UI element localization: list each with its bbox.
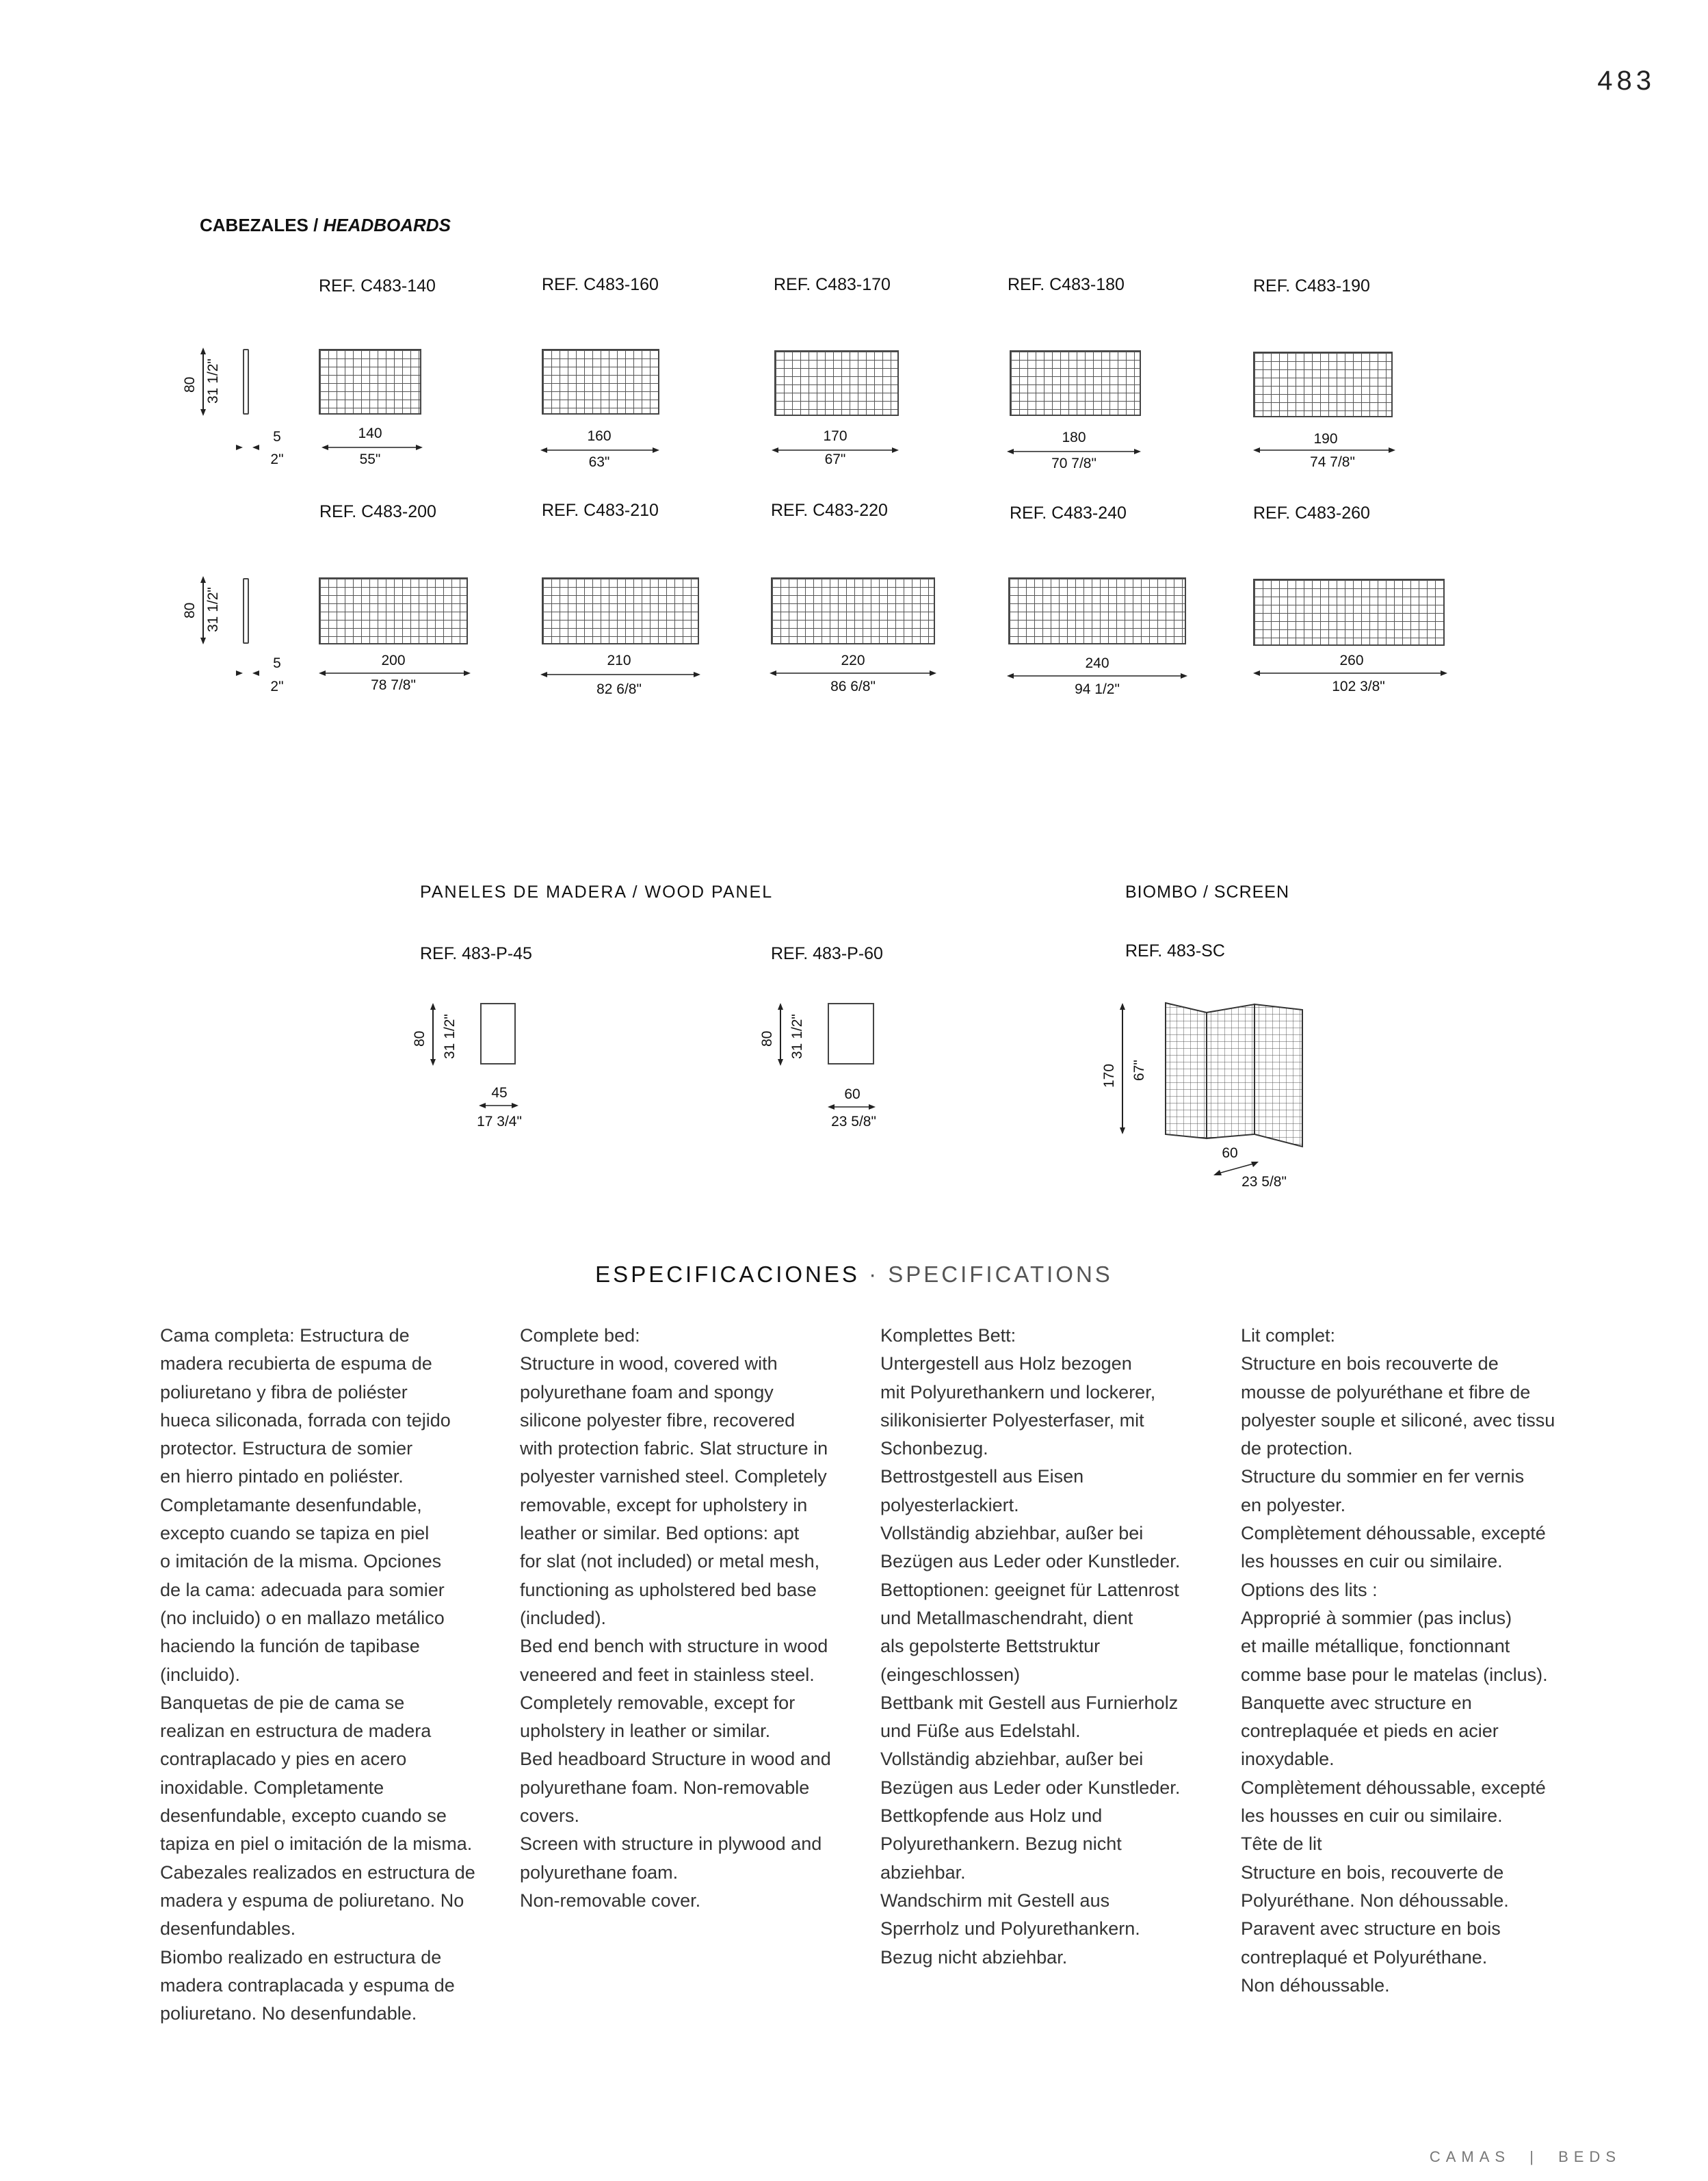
headboard-ref: REF. C483-220 [771,501,888,520]
headboard-width-cm: 240 [1085,655,1109,671]
specifications-title-sep: · [859,1262,889,1287]
headboard-width-cm: 160 [587,428,612,444]
headboard-width-in: 70 7/8" [1051,456,1096,471]
headboard-width-cm: 260 [1339,653,1364,668]
wood-panel-height: 80 [412,1030,428,1047]
headboard-width-arrow [321,443,424,452]
headboard-ref: REF. C483-210 [542,501,659,520]
headboard-grid-drawing [542,349,659,415]
headboard-grid-drawing [319,577,468,644]
headboard-width-in: 74 7/8" [1310,454,1355,470]
specifications-title-en: SPECIFICATIONS [888,1262,1113,1287]
footer-section-label [1368,2148,1621,2166]
spec-column-french: Lit complet: Structure en bois recouverte de mousse de polyuréthane et fibre de polyester souple et siliconé, avec tissu de protection. Structure du sommier en fer vernis en polyester. Complètement déhoussable, excepté les housses en cuir ou similaire. Options des lits : Approprié à sommier (pas inclus) et maille métallique, fonctionnant comme base pour le matelas (inclus). Banquette avec structure en contreplaquée et pieds en acier inoxydable. Complètement déhoussable, excepté les housses en cuir ou similaire. Tête de lit Structure en bois, recouverte de Polyuréthane. Non déhoussable. Paravent avec structure en bois contreplaqué et Polyuréthane. Non déhoussable. [1241,1325,1555,1996]
screen-height-in: 67" [1131,1060,1147,1081]
headboard-width-cm: 210 [607,653,631,668]
headboard-width-in: 67" [824,452,846,467]
row2-depth: 5 [273,655,281,671]
headboard-width-in: 86 6/8" [830,679,876,694]
headboard-width-arrow [1253,669,1449,677]
headboard-grid-drawing [771,577,935,644]
headboard-ref: REF. C483-260 [1253,504,1370,523]
row2-side-height: 80 [182,602,198,618]
row1-depth-in: 2" [270,452,284,467]
headboard-width-in: 94 1/2" [1075,681,1120,697]
headboard-width-arrow [540,670,702,679]
headboard-width-arrow [770,669,938,677]
headboard-width-in: 63" [588,454,610,470]
screen-width-in: 23 5/8" [1241,1174,1287,1190]
screen-height-arrow [1119,1003,1126,1134]
headboard-width-in: 55" [359,452,381,467]
headboards-title-es: CABEZALES [200,215,308,235]
row2-depth-arrows [231,669,265,677]
row2-side-height-in: 31 1/2" [205,587,221,632]
row2-side-height-arrow [200,576,207,644]
screen-title: BIOMBO / SCREEN [1125,883,1290,902]
headboard-grid-drawing [1253,352,1393,417]
headboard-ref: REF. C483-140 [319,276,436,296]
headboard-width-in: 102 3/8" [1332,679,1385,694]
spec-column-spanish: Cama completa: Estructura de madera recubierta de espuma de poliuretano y fibra de poliéster hueca siliconada, forrada con tejido protector. Estructura de somier en hierro pintado en poliéster. Completamante desenfundable, excepto cuando se tapiza en piel o imitación de la misma. Opciones de la cama: adecuada para somier (no incluido) o en mallazo metálico haciendo la función de tapibase (incluido). Banquetas de pie de cama se realizan en estructura de madera contraplacado y pies en acero inoxidable. Completamente desenfundable, excepto cuando se tapiza en piel o imitación de la misma. Cabezales realizados en estructura de madera y espuma de poliuretano. No desenfundables. Biombo realizado en estructura de madera contraplacada y espuma de poliuretano. No desenfundable. [160,1325,475,2024]
headboard-grid-drawing [1253,579,1445,646]
headboard-width-arrow [319,669,472,677]
headboard-ref: REF. C483-180 [1008,275,1125,294]
wood-panel-height-arrow [777,1003,784,1066]
screen-height: 170 [1101,1063,1117,1088]
wood-panel-width-arrow [828,1103,877,1111]
screen-width: 60 [1222,1145,1238,1161]
headboard-width-cm: 180 [1062,430,1086,445]
page-number: 483 [1597,66,1655,96]
wood-panel-drawing [828,1003,874,1065]
row1-side-height: 80 [182,376,198,393]
headboard-grid-drawing [1008,577,1186,644]
footer-right: BEDS [1558,2148,1621,2165]
headboard-grid-drawing [774,350,899,416]
headboard-ref: REF. C483-170 [774,275,891,294]
headboard-grid-drawing [1010,350,1141,416]
footer-left: CAMAS [1429,2148,1511,2165]
wood-panel-width: 60 [844,1086,860,1102]
wood-panel-title: PANELES DE MADERA / WOOD PANEL [420,883,774,902]
screen-drawing [1163,1000,1306,1151]
wood-panel-height-in: 31 1/2" [442,1014,458,1059]
wood-panel-height-arrow [430,1003,436,1066]
specifications-title [0,1262,1708,1288]
wood-panel-ref: REF. 483-P-60 [771,944,883,963]
headboards-title [200,215,451,236]
row2-depth-in: 2" [270,679,284,694]
screen-ref: REF. 483-SC [1125,941,1225,961]
headboard-grid-drawing [319,349,421,415]
spec-column-english: Complete bed: Structure in wood, covered with polyurethane foam and spongy silicone polyester fibre, recovered with protection fabric. Slat structure in polyester varnished steel. Completely removable, except for upholstery in leather or similar. Bed options: apt for slat (not included) or metal mesh, functioning as upholstered bed base (included). Bed end bench with structure in wood veneered and feet in stainless steel. Completely removable, except for upholstery in leather or similar. Bed headboard Structure in wood and polyurethane foam. Non-removable covers. Screen with structure in plywood and polyurethane foam. Non-removable cover. [520,1325,831,1911]
wood-panel-drawing [480,1003,516,1065]
headboard-width-arrow [1007,447,1142,456]
spec-column-german: Komplettes Bett: Untergestell aus Holz bezogen mit Polyurethankern und lockerer, silikonisierter Polyesterfaser, mit Schonbezug. Bettrostgestell aus Eisen polyesterlackiert. Vollständig abziehbar, außer bei Bezügen aus Leder oder Kunstleder. Bettoptionen: geeignet für Lattenrost und Metallmaschendraht, dient als gepolsterte Bettstruktur (eingeschlossen) Bettbank mit Gestell aus Furnierholz und Füße aus Edelstahl. Vollständig abziehbar, außer bei Bezügen aus Leder oder Kunstleder. Bettkopfende aus Holz und Polyurethankern. Bezug nicht abziehbar. Wandschirm mit Gestell aus Sperrholz und Polyurethankern. Bezug nicht abziehbar. [880,1325,1181,1968]
row1-side-height-in: 31 1/2" [205,358,221,404]
row1-depth-arrows [231,443,265,452]
wood-panel-width-arrow [479,1101,520,1110]
headboard-width-arrow [540,446,661,454]
headboard-ref: REF. C483-200 [319,502,436,521]
row1-side-height-arrow [200,348,207,416]
headboard-ref: REF. C483-160 [542,275,659,294]
wood-panel-height: 80 [759,1030,775,1047]
headboard-width-arrow [1253,446,1397,454]
headboard-width-in: 78 7/8" [371,677,416,693]
headboard-width-in: 82 6/8" [596,681,642,697]
headboard-width-arrow [1007,672,1189,680]
headboards-title-sep: / [308,215,324,235]
row1-depth: 5 [273,429,281,445]
specifications-title-es: ESPECIFICACIONES [595,1262,860,1287]
headboard-width-cm: 220 [841,653,865,668]
headboard-width-cm: 190 [1313,431,1338,447]
wood-panel-ref: REF. 483-P-45 [420,944,532,963]
wood-panel-width-in: 23 5/8" [831,1114,876,1129]
headboard-width-cm: 170 [823,428,848,444]
headboards-title-en: HEADBOARDS [323,215,451,235]
footer-sep: | [1529,2148,1539,2165]
headboard-grid-drawing [542,577,699,644]
headboard-width-cm: 140 [358,426,382,441]
row2-side-profile [243,578,249,644]
wood-panel-height-in: 31 1/2" [789,1014,805,1059]
wood-panel-width-in: 17 3/4" [477,1114,522,1129]
row1-side-profile [243,349,249,415]
headboard-ref: REF. C483-240 [1010,504,1127,523]
wood-panel-width: 45 [491,1085,508,1101]
headboard-ref: REF. C483-190 [1253,276,1370,296]
headboard-width-cm: 200 [381,653,406,668]
